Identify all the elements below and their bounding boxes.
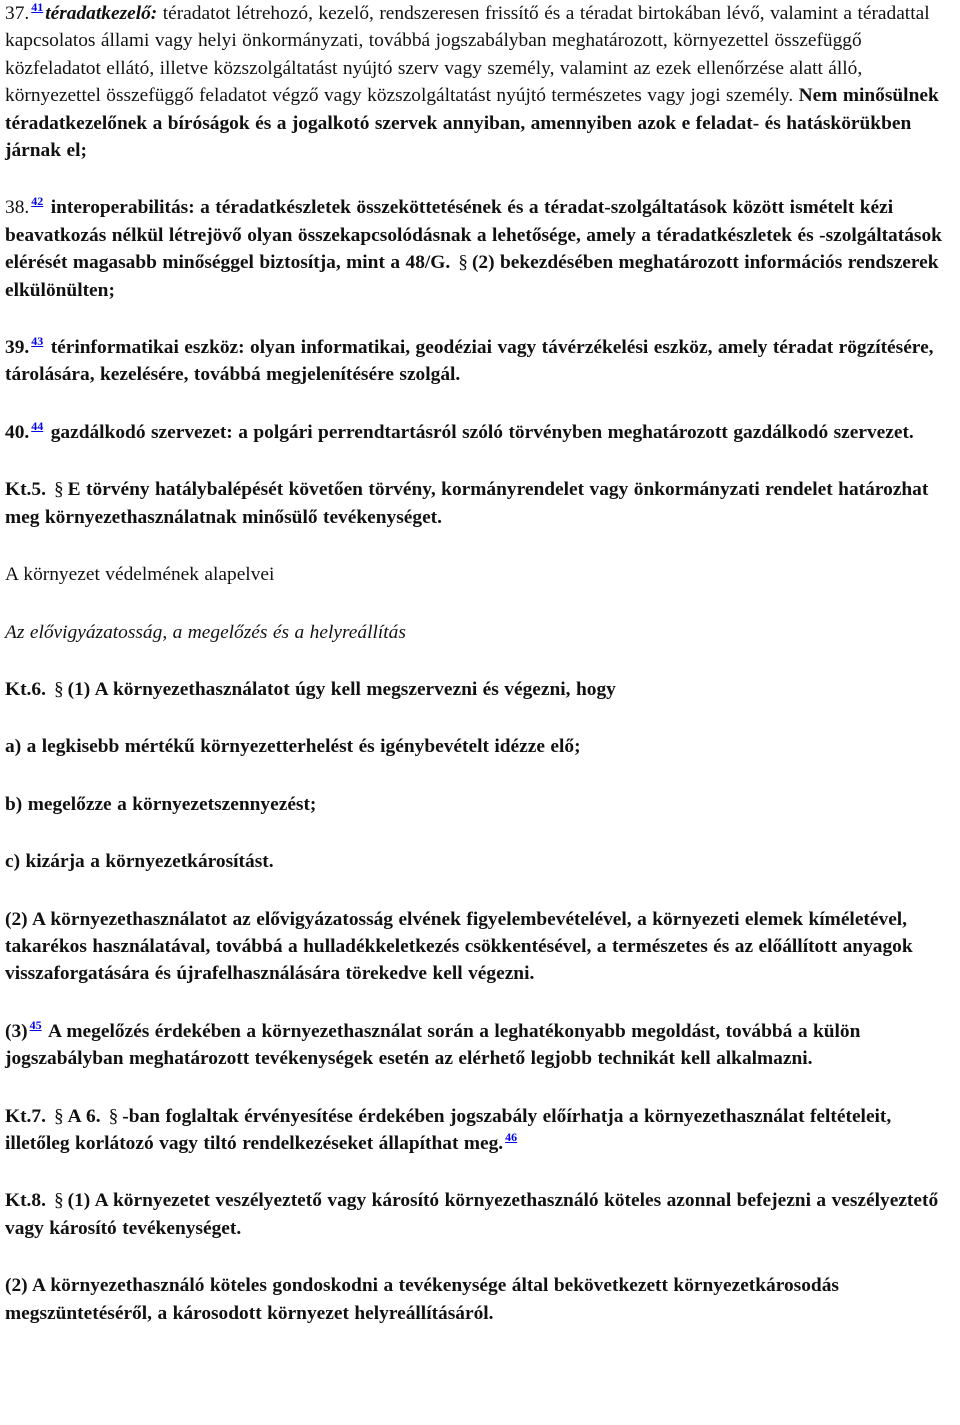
- paragraph-text: A megelőzés érdekében a környezethasználat során a leghatékonyabb megoldást, továbbá a külön jogszabályban meghatározott tevékenységek esetén az elérhető legjobb technikát kell alkalmazni.: [5, 1020, 861, 1070]
- section-kt8: [5, 1187, 949, 1242]
- section-sign-icon: §: [53, 479, 64, 501]
- section-number: Kt.5.: [5, 479, 46, 501]
- section-sign-icon: §: [458, 252, 468, 274]
- section-text: E törvény hatálybalépését követően törvény, kormányrendelet vagy önkormányzati rendelet határozhat meg környezethasználatnak minősülő tevékenységet.: [5, 479, 929, 528]
- section-text: (1) A környezetet veszélyeztető vagy károsító környezethasználó köteles azonnal befejezni a veszélyeztető vagy károsító tevékenységet.: [5, 1190, 939, 1239]
- item-text: interoperabilitás: a téradatkészletek összeköttetésének és a téradat-szolgáltatások között ismételt kézi beavatkozás nélkül létrejövő olyan összekapcsolódásnak a lehetősége, amely a téradatkészletek és -szolgáltatások elérését magasabb minőséggel biztosítja, mint a 48/G.: [5, 197, 942, 274]
- footnote-link[interactable]: 41: [31, 0, 44, 14]
- item-text: térinformatikai eszköz: olyan informatikai, geodéziai vagy távérzékelési eszköz, amely téradat rögzítésére, tárolására, kezelésére, továbbá megjelenítésére szolgál.: [5, 337, 934, 386]
- item-text-bold: Nem minősülnek téradatkezelőnek a bíróságok és a jogalkotó szervek annyiban, amennyiben azok e feladat- és hatáskörükben járnak el;: [5, 85, 939, 162]
- section-ref: A 6.: [67, 1105, 101, 1127]
- item-37: [5, 0, 949, 164]
- footnote-link[interactable]: 42: [31, 194, 44, 209]
- section-number: Kt.8.: [5, 1190, 46, 1212]
- section-kt7: [5, 1103, 949, 1158]
- point-b: b) megelőzze a környezetszennyezést;: [5, 793, 317, 815]
- footnote-link[interactable]: 46: [505, 1129, 518, 1144]
- footnote-link[interactable]: 44: [31, 418, 44, 433]
- section-kt5: [5, 476, 949, 531]
- item-number: 38.: [5, 197, 30, 219]
- defined-term: téradatkezelő:: [45, 3, 158, 24]
- section-text: -ban foglaltak érvényesítése érdekében jogszabály előírhatja a környezethasználat feltételeit, illetőleg korlátozó vagy tiltó rendelkezéseket állapíthat meg.: [5, 1105, 892, 1154]
- item-40: [5, 419, 949, 446]
- item-38: [5, 194, 949, 304]
- item-text: (2) bekezdésében meghatározott információs rendszerek elkülönülten;: [5, 252, 939, 301]
- item-text: gazdálkodó szervezet: a polgári perrendtartásról szóló törvényben meghatározott gazdálkodó szervezet.: [45, 421, 914, 443]
- footnote-link[interactable]: 43: [31, 334, 44, 349]
- item-text: téradatot létrehozó, kezelő, rendszeresen frissítő és a téradat birtokában lévő, valamint a téradattal kapcsolatos állami vagy helyi önkormányzati, továbbá jogszabályban meghatározott, környezettel összefüggő közfeladatot ellátó, illetve közszolgáltatást nyújtó szerv vagy személy, valamint az ezek ellenőrzése alatt álló, környezettel összefüggő feladatot végző vagy közszolgáltatást nyújtó természetes vagy jogi személy.: [5, 3, 930, 107]
- paragraph-number: (3): [5, 1020, 28, 1042]
- section-number: Kt.7.: [5, 1105, 46, 1127]
- item-number: 37.: [5, 3, 30, 24]
- heading-principles: A környezet védelmének alapelvei: [5, 564, 275, 586]
- section-sign-icon: §: [108, 1105, 119, 1127]
- footnote-link[interactable]: 45: [29, 1017, 42, 1032]
- section-sign-icon: §: [53, 678, 64, 700]
- kt8-paragraph-2: (2) A környezethasználó köteles gondoskodni a tevékenysége által bekövetkezett környezetkárosodás megszüntetéséről, a károsodott környezet helyreállításáról.: [5, 1275, 839, 1324]
- section-sign-icon: §: [53, 1105, 64, 1127]
- paragraph-2: (2) A környezethasználatot az elővigyázatosság elvének figyelembevételével, a környezeti elemek kíméletével, takarékos használatával, továbbá a hulladékkeletkezés csökkentésével, a természetes és az előállított anyagok visszaforgatására és újrafelhasználására törekedve kell végezni.: [5, 908, 913, 985]
- point-c: c) kizárja a környezetkárosítást.: [5, 851, 274, 873]
- paragraph-3: [5, 1018, 949, 1073]
- point-a: a) a legkisebb mértékű környezetterhelést és igénybevételt idézze elő;: [5, 736, 581, 758]
- section-number: Kt.6.: [5, 678, 46, 700]
- section-sign-icon: §: [53, 1190, 64, 1212]
- subheading-precaution: Az elővigyázatosság, a megelőzés és a helyreállítás: [5, 621, 406, 643]
- section-kt6: [5, 676, 949, 703]
- item-number: 40.: [5, 421, 30, 443]
- section-text: (1) A környezethasználatot úgy kell megszervezni és végezni, hogy: [67, 678, 616, 700]
- item-number: 39.: [5, 337, 30, 359]
- item-39: [5, 334, 949, 389]
